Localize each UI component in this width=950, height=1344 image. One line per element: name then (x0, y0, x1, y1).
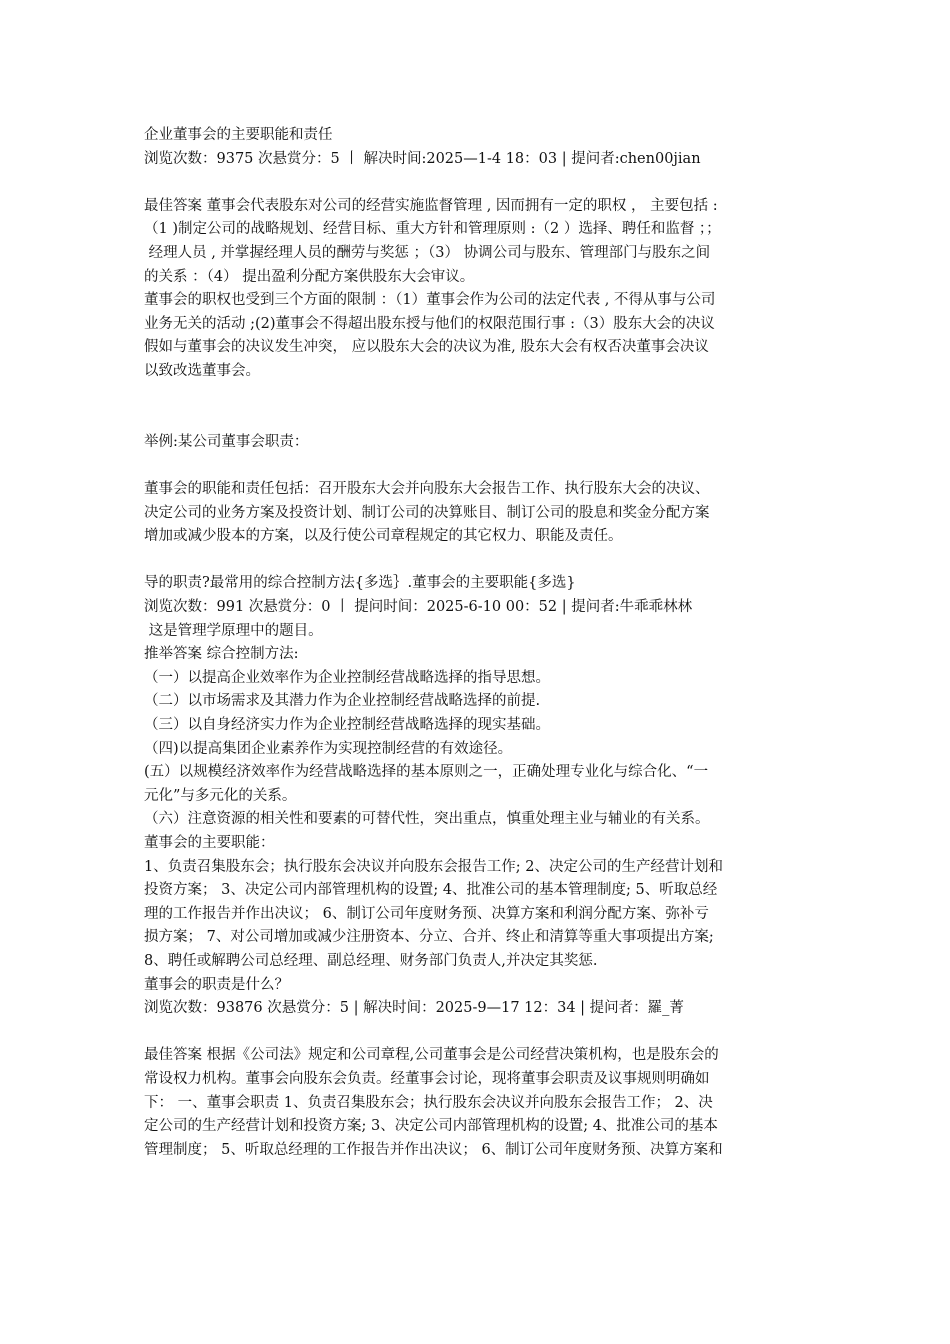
text-line: 管理制度； 5、听取总经理的工作报告并作出决议； 6、制订公司年度财务预、决算方案和 (144, 1141, 723, 1158)
text-line: （四)以提高集团企业素养作为实现控制经营的有效途径。 (144, 740, 513, 757)
text-line: 浏览次数：991 次悬赏分：0 丨 提问时间：2025-6-10 00：52 | 提问者:牛乖乖林林 (144, 599, 693, 615)
text-line: 以致改选董事会。 (144, 363, 260, 379)
text-line: 董事会的职权也受到三个方面的限制 ：（1）董事会作为公司的法定代表 , 不得从事与公司 (144, 292, 716, 309)
text-line: 导的职责?最常用的综合控制方法{多选｝.董事会的主要职能{多选} (144, 575, 576, 592)
text-line: 常设权力机构。董事会向股东会负责。经董事会讨论，现将董事会职责及议事规则明确如 (144, 1071, 710, 1087)
text-line: 经理人员 , 并掌握经理人员的酬劳与奖惩 ；（3） 协调公司与股东、管理部门与股东之间 (144, 245, 711, 261)
text-line: 8、聘任或解聘公司总经理、副总经理、财务部门负责人,并决定其奖惩. (144, 953, 598, 969)
text-line: 董事会的主要职能： (144, 835, 275, 851)
text-line: （二）以市场需求及其潜力作为企业控制经营战略选择的前提. (144, 693, 541, 710)
text-line: 董事会的职能和责任包括：召开股东大会并向股东大会报告工作、执行股东大会的决议、 (144, 481, 710, 497)
text-line: 假如与董事会的决议发生冲突， 应以股东大会的决议为准, 股东大会有权否决董事会决议 (144, 339, 709, 356)
text-line: 的关系 ：（4） 提出盈利分配方案供股东大会审议。 (144, 268, 475, 285)
text-line: 浏览次数：9375 次悬赏分：5 丨 解决时间:2025—1-4 18：03 | 提问者:chen00jian (144, 150, 701, 167)
text-line: 浏览次数：93876 次悬赏分：5 | 解决时间：2025-9—17 12：34 | 提问者：羅_菁 (144, 1000, 684, 1017)
text-line: 董事会的职责是什么？ (144, 976, 289, 993)
text-line: 最佳答案 根据《公司法》规定和公司章程,公司董事会是公司经营决策机构，也是股东会的 (144, 1047, 719, 1064)
text-line: 损方案； 7、对公司增加或减少注册资本、分立、合并、终止和清算等重大事项提出方案; (144, 929, 714, 946)
text-line: 定公司的生产经营计划和投资方案; 3、决定公司内部管理机构的设置; 4、批准公司的基本 (144, 1118, 718, 1135)
text-line: 增加或减少股本的方案，以及行使公司章程规定的其它权力、职能及责任。 (144, 528, 623, 545)
text-line: （三）以自身经济实力作为企业控制经营战略选择的现实基础。 (144, 717, 550, 733)
text-line: （一）以提高企业效率作为企业控制经营战略选择的指导思想。 (144, 669, 550, 686)
text-line: 决定公司的业务方案及投资计划、制订公司的决算账目、制订公司的股息和奖金分配方案 (144, 504, 710, 521)
text-line: 元化”与多元化的关系。 (144, 787, 297, 804)
text-line: 最佳答案 董事会代表股东对公司的经营实施监督管理 , 因而拥有一定的职权 ， 主要包括 : (144, 197, 718, 214)
text-line: 下： 一、董事会职责 1、负责召集股东会；执行股东会决议并向股东会报告工作； 2、决 (144, 1094, 713, 1111)
text-line: （六）注意资源的相关性和要素的可替代性，突出重点，慎重处理主业与辅业的有关系。 (144, 811, 710, 828)
text-line: 1、负责召集股东会；执行股东会决议并向股东会报告工作; 2、决定公司的生产经营计划和 (144, 858, 723, 875)
text-line: 业务无关的活动 ;(2)董事会不得超出股东授与他们的权限范围行事 :（3）股东大会的决议 (144, 315, 715, 332)
text-line: （1 )制定公司的战略规划、经营目标、重大方针和管理原则 :（2 ）选择、聘任和监督 ；； (144, 221, 721, 238)
text-line: 这是管理学原理中的题目。 (144, 622, 323, 639)
text-line: 推举答案 综合控制方法: (144, 646, 299, 663)
text-line: (五）以规模经济效率作为经营战略选择的基本原则之一，正确处理专业化与综合化、“一 (144, 764, 709, 781)
text-line: 理的工作报告并作出决议； 6、制订公司年度财务预、决算方案和利润分配方案、弥补亏 (144, 905, 709, 922)
text-line: 企业董事会的主要职能和责任 (144, 127, 333, 143)
text-line: 投资方案； 3、决定公司内部管理机构的设置; 4、批准公司的基本管理制度; 5、听取总经 (144, 882, 718, 899)
text-line: 举例:某公司董事会职责： (144, 433, 309, 450)
